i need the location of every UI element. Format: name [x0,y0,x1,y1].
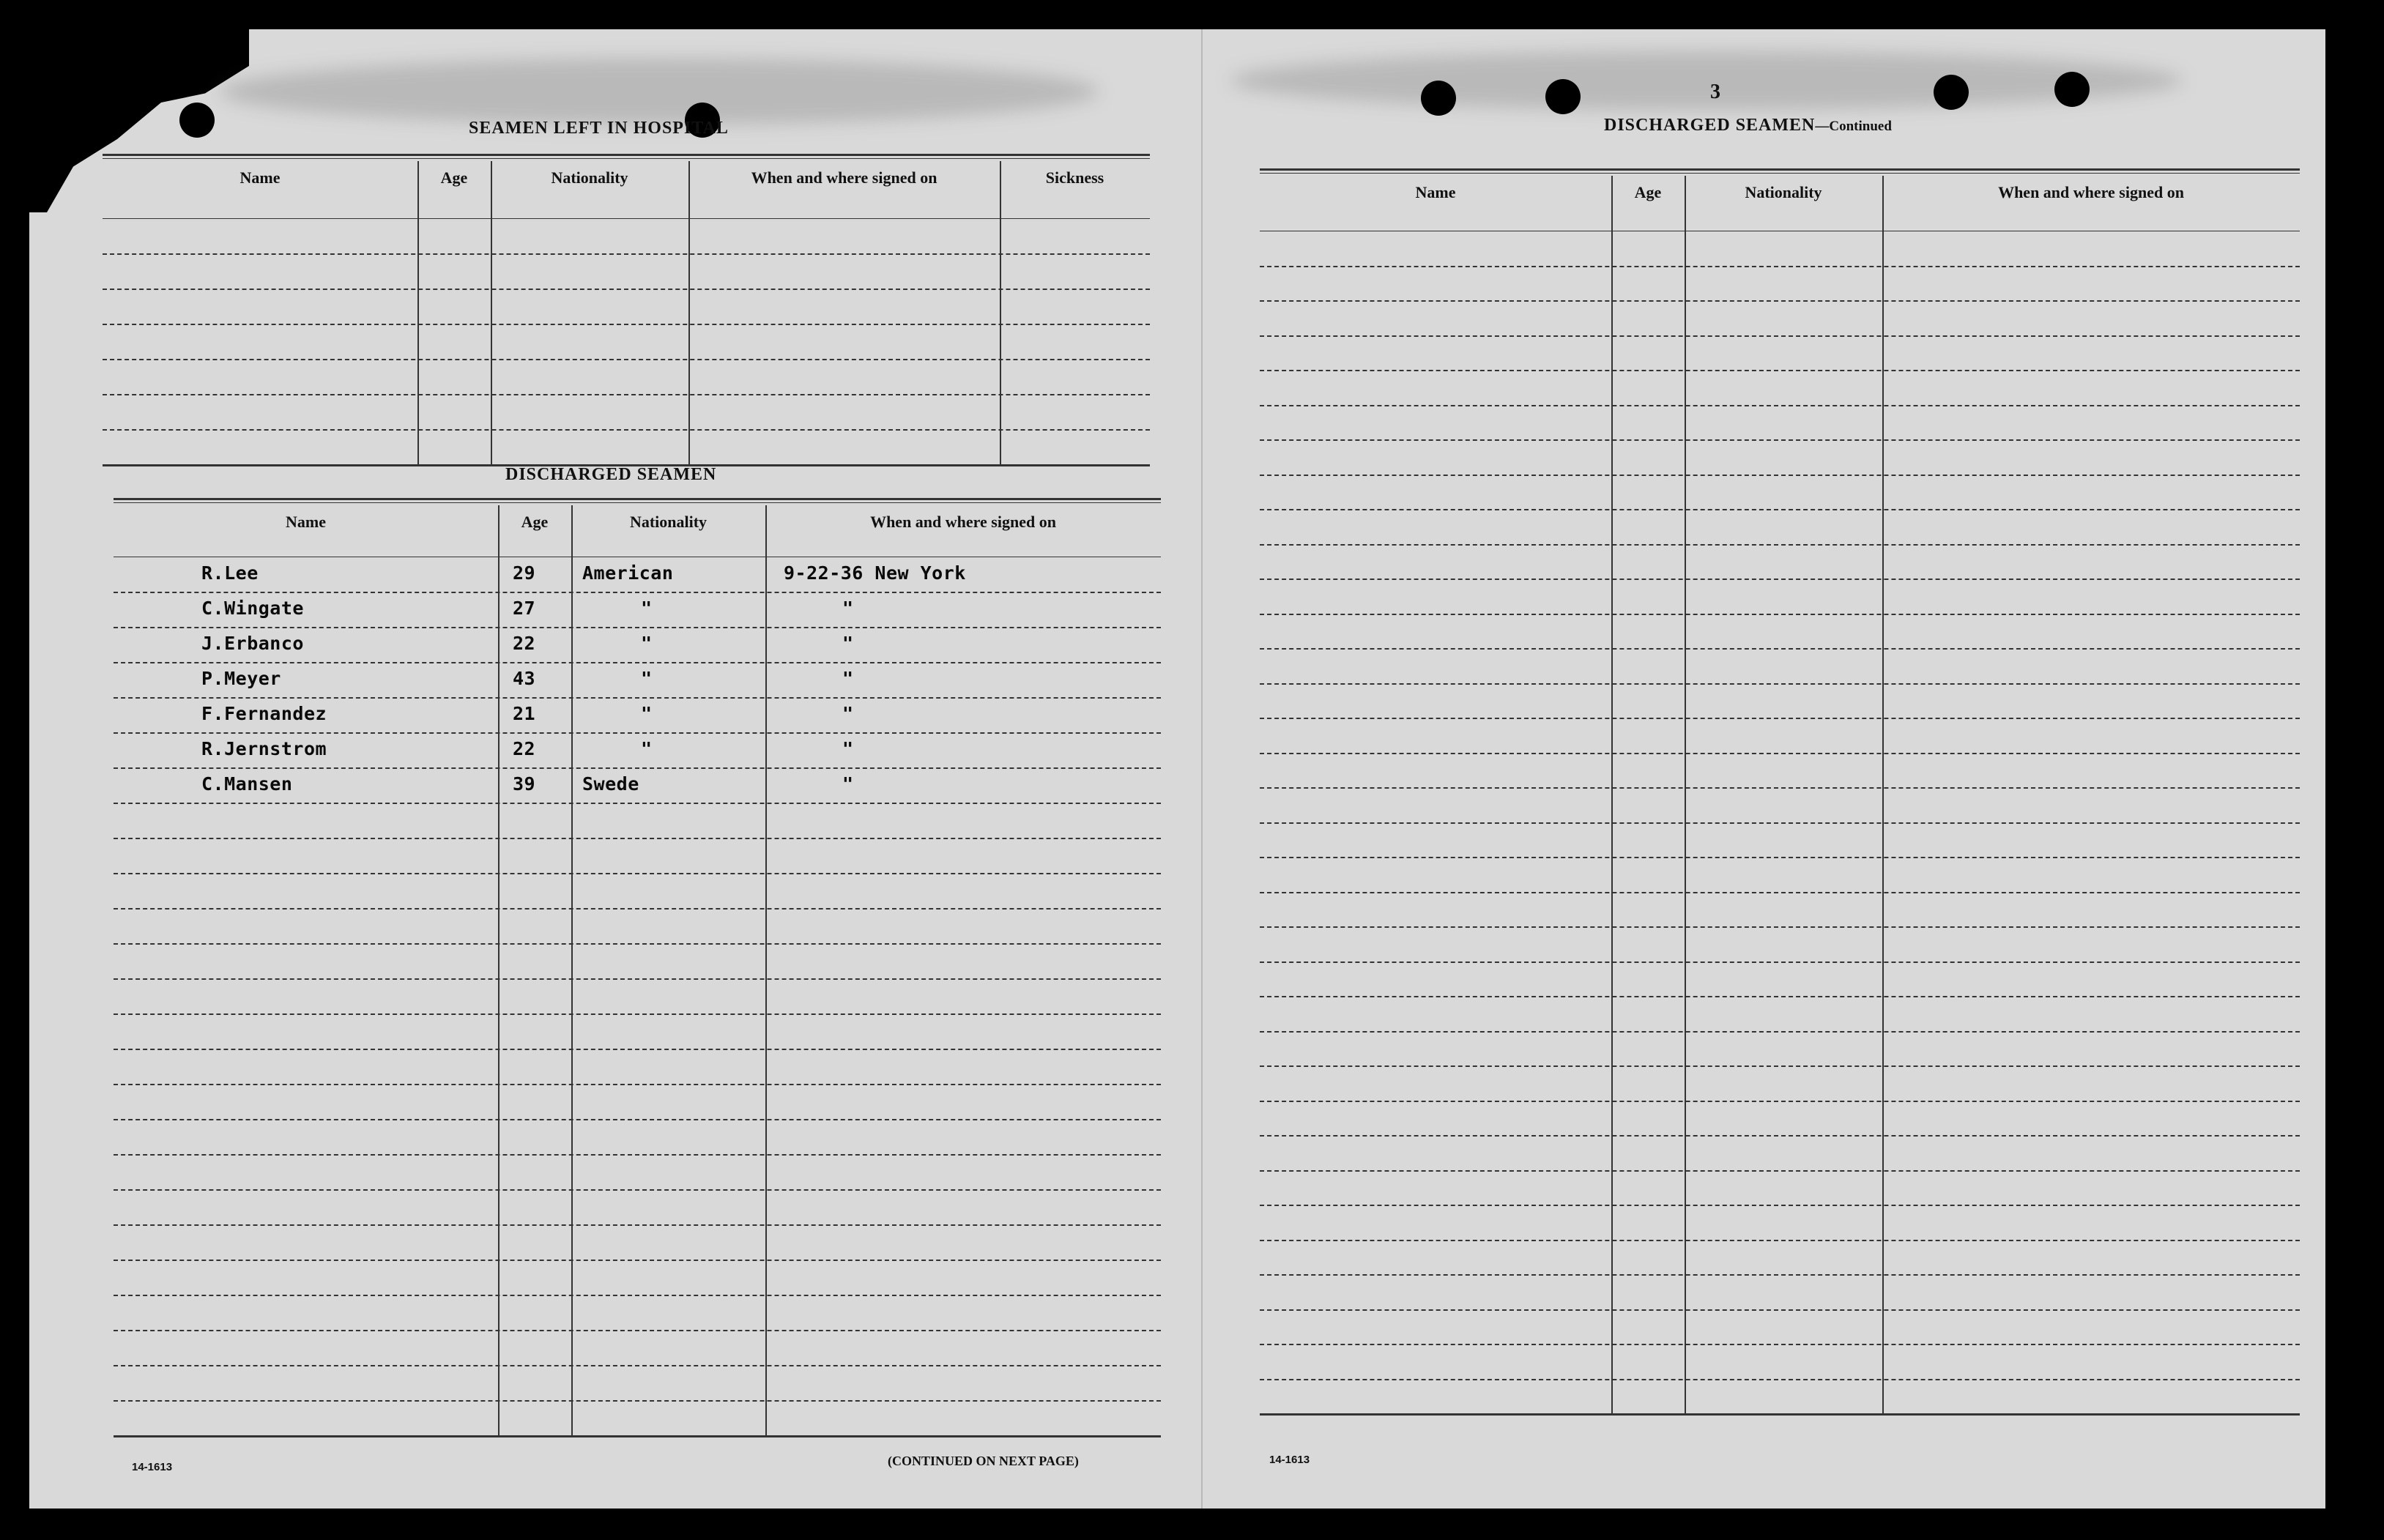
row-rule [103,289,1150,290]
column-divider [1000,161,1001,464]
row-rule [103,429,1150,431]
row-rule [1260,614,2300,615]
row-rule [103,394,1150,395]
table-cell-age: 21 [513,703,536,724]
table-cell-nationality: " [641,633,653,654]
column-header: Sickness [1045,168,1104,187]
table-cell-nationality: Swede [582,773,639,795]
table-cell-name: J.Erbanco [201,633,304,654]
row-rule [1260,892,2300,893]
row-rule [1260,439,2300,441]
row-rule [1260,1135,2300,1137]
row-rule [1260,1031,2300,1033]
column-divider [491,161,492,464]
row-rule [1260,996,2300,997]
discharged-continued-table [1260,168,2300,1479]
table-top-rule [103,158,1150,159]
table-cell-signed-on: " [842,598,854,619]
table-top-rule [114,502,1161,503]
punch-hole [179,103,215,138]
column-divider [498,505,500,1435]
table-cell-signed-on: " [842,738,854,759]
table-cell-name: P.Meyer [201,668,281,689]
row-rule [114,1330,1161,1331]
table-cell-age: 22 [513,738,536,759]
row-rule [103,253,1150,255]
row-rule [1260,1170,2300,1172]
table-top-rule [103,154,1150,156]
row-rule [114,627,1161,628]
column-divider [1685,176,1686,1413]
discharged-table [114,498,1161,1479]
row-rule [114,1154,1161,1156]
row-rule [114,1049,1161,1050]
row-rule [1260,822,2300,824]
punch-hole [1934,75,1969,110]
row-rule [1260,1240,2300,1241]
table-cell-name: C.Mansen [201,773,293,795]
row-rule [1260,926,2300,928]
column-header: Nationality [629,513,708,531]
row-rule [114,838,1161,839]
row-rule [114,1189,1161,1191]
row-rule [114,1400,1161,1402]
row-rule [1260,266,2300,267]
row-rule [114,803,1161,804]
table-cell-nationality: " [641,703,653,724]
row-rule [1260,787,2300,789]
row-rule [1260,370,2300,371]
row-rule [1260,1379,2300,1380]
table-cell-age: 43 [513,668,536,689]
punch-hole [1421,81,1456,116]
row-rule [114,1295,1161,1296]
column-header: Name [239,168,281,187]
punch-hole [2054,72,2090,107]
table-cell-nationality: American [582,562,674,584]
table-cell-signed-on: " [842,633,854,654]
table-bottom-rule [1260,1413,2300,1416]
ink-smudge [1230,51,2183,110]
row-rule [1260,857,2300,858]
table-cell-signed-on: " [842,773,854,795]
table-cell-name: F.Fernandez [201,703,327,724]
row-rule [114,1119,1161,1120]
row-rule [114,592,1161,593]
column-header: When and where signed on [1998,183,2184,201]
table-cell-signed-on: 9-22-36 New York [784,562,966,584]
row-rule [1260,718,2300,719]
row-rule [114,908,1161,910]
row-rule [114,978,1161,980]
column-header: When and where signed on [751,168,937,187]
row-rule [1260,961,2300,963]
row-rule [1260,544,2300,546]
page-number: 3 [1710,81,1720,103]
form-number: 14-1613 [132,1461,173,1473]
row-rule [1260,1205,2300,1206]
column-divider [765,505,767,1435]
hospital-table [103,154,1150,491]
column-divider [688,161,690,464]
discharged-continued-title: DISCHARGED SEAMEN—Continued [1604,116,1892,135]
row-rule [1260,1065,2300,1067]
column-divider [1611,176,1613,1413]
table-top-rule [1260,173,2300,174]
column-header: Age [521,513,549,531]
table-cell-signed-on: " [842,703,854,724]
form-number: 14-1613 [1269,1454,1310,1466]
continued-note: (CONTINUED ON NEXT PAGE) [888,1454,1079,1468]
column-divider [417,161,419,464]
column-header: Name [1415,183,1456,201]
table-cell-nationality: " [641,738,653,759]
table-cell-age: 39 [513,773,536,795]
row-rule [114,697,1161,699]
row-rule [114,767,1161,769]
row-rule [1260,335,2300,337]
punch-hole [1545,79,1581,114]
row-rule [114,943,1161,945]
table-cell-name: R.Lee [201,562,259,584]
table-cell-nationality: " [641,598,653,619]
row-rule [114,1013,1161,1015]
column-header: Age [440,168,468,187]
row-rule [103,324,1150,325]
row-rule [114,1224,1161,1226]
page-fold [1201,29,1203,1509]
row-rule [103,359,1150,360]
column-divider [1882,176,1884,1413]
row-rule [1260,683,2300,685]
row-rule [1260,475,2300,476]
row-rule [1260,1309,2300,1311]
row-rule [1260,753,2300,754]
table-cell-age: 22 [513,633,536,654]
row-rule [114,1365,1161,1366]
row-rule [114,1260,1161,1261]
table-top-rule [114,498,1161,500]
hospital-title: SEAMEN LEFT IN HOSPITAL [469,119,729,138]
discharged-title: DISCHARGED SEAMEN [505,465,717,484]
row-rule [114,662,1161,663]
document-sheet [29,29,2325,1509]
row-rule [114,1084,1161,1085]
header-rule [103,218,1150,219]
row-rule [1260,1101,2300,1102]
ink-smudge [220,59,1099,124]
table-cell-name: C.Wingate [201,598,304,619]
row-rule [1260,648,2300,650]
column-header: Name [286,513,326,531]
row-rule [1260,405,2300,406]
column-header: Nationality [551,168,628,187]
row-rule [1260,509,2300,510]
row-rule [114,732,1161,734]
row-rule [1260,300,2300,302]
table-cell-age: 27 [513,598,536,619]
row-rule [1260,579,2300,580]
column-header: When and where signed on [870,513,1056,531]
table-bottom-rule [114,1435,1161,1437]
row-rule [1260,1344,2300,1345]
column-divider [571,505,573,1435]
table-cell-signed-on: " [842,668,854,689]
row-rule [1260,1274,2300,1276]
table-cell-name: R.Jernstrom [201,738,327,759]
table-cell-nationality: " [641,668,653,689]
column-header: Nationality [1745,183,1822,201]
row-rule [114,873,1161,874]
column-header: Age [1634,183,1662,201]
table-top-rule [1260,168,2300,171]
table-cell-age: 29 [513,562,536,584]
